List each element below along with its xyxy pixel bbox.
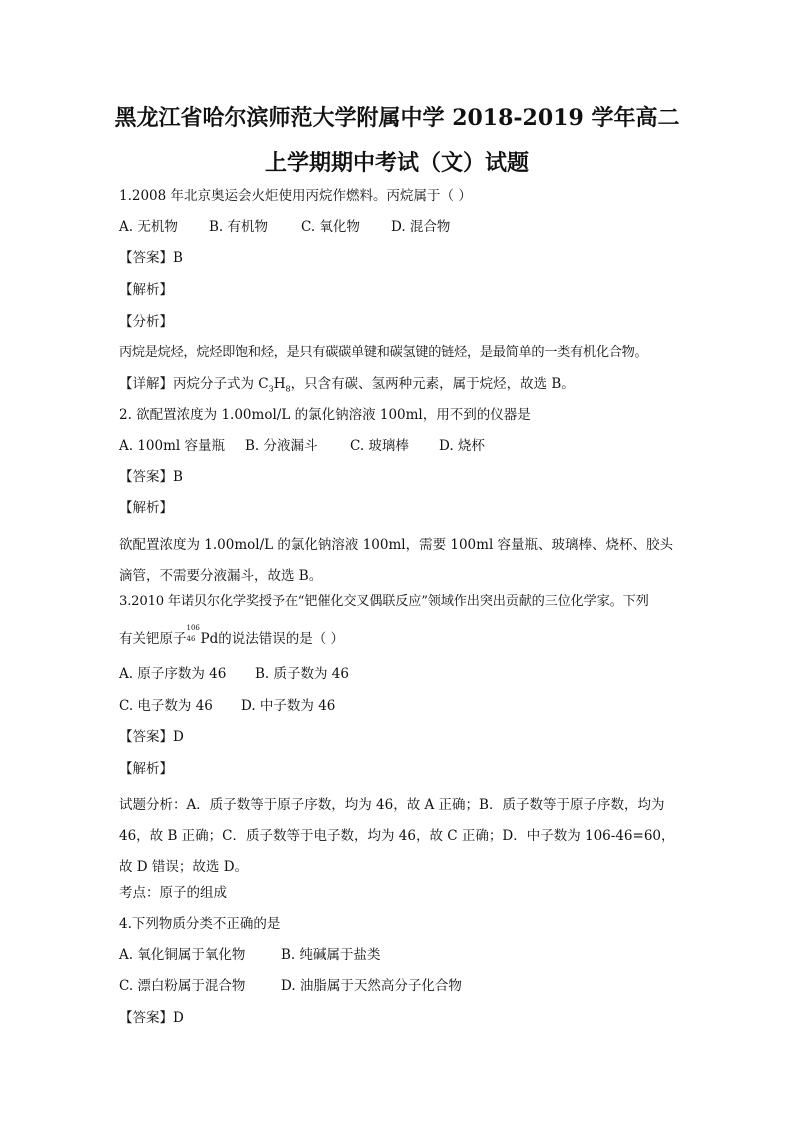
q1-option-a: A. 无机物: [119, 219, 178, 235]
q2-analysis-heading: 【解析】: [119, 500, 173, 516]
q1-detail-heading: 【详解】: [119, 376, 173, 392]
q1-detail-sub-8: 8: [285, 384, 291, 394]
q4-option-a: A. 氧化铜属于氧化物: [119, 947, 246, 963]
nuclide-symbol: Pd: [200, 631, 219, 647]
q1-detail-mid: H: [273, 376, 286, 392]
q3-stem-line-2: [119, 624, 679, 648]
q2-analysis-text: 欲配置浓度为 1.00mol/L 的氯化钠溶液 100ml，需要 100ml 容量瓶、玻璃棒、烧杯、胶头滴管，不需要分液漏斗，故选 B。: [119, 537, 674, 584]
q3-stem-line-1: 3.2010 年诺贝尔化学奖授予在“钯催化交叉偶联反应”领域作出突出贡献的三位化学家。下列: [119, 594, 649, 609]
q1-detail-sub-3: 3: [268, 384, 274, 394]
q4-answer: 【答案】D: [119, 1010, 184, 1026]
q1-detail-pre: 丙烷分子式为 C: [173, 376, 269, 392]
q1-analysis-heading: 【解析】: [119, 282, 173, 298]
q3-option-d: D. 中子数为 46: [241, 698, 336, 714]
q2-option-c: C. 玻璃棒: [350, 438, 409, 454]
q3-options-row-1: [119, 665, 679, 683]
q3-analysis-heading: 【解析】: [119, 761, 173, 777]
q2-option-b: B. 分液漏斗: [245, 438, 318, 454]
q3-analysis-text: 试题分析：A．质子数等于原子序数，均为 46，故 A 正确；B．质子数等于原子序数，均为 46，故 B 正确；C．质子数等于电子数，均为 46，故 C 正确；D．中子数为 106-46=60，故 D 错误；故选 D。: [119, 797, 675, 875]
nuclide-atomic-number: 46: [186, 635, 196, 643]
q4-stem: 4.下列物质分类不正确的是: [119, 916, 281, 932]
nuclide-mass-number: 106: [186, 624, 200, 632]
q1-fenxi-heading: 【分析】: [119, 314, 173, 330]
q4-option-b: B. 纯碱属于盐类: [281, 947, 381, 963]
q1-answer: 【答案】B: [119, 250, 183, 266]
q3-options-row-2: [119, 697, 679, 715]
q1-stem: 1.2008 年北京奥运会火炬使用丙烷作燃料。丙烷属于（ ）: [119, 188, 472, 204]
q1-option-c: C. 氧化物: [301, 219, 360, 235]
nuclide-pd: [186, 624, 219, 648]
q1-detail: [119, 375, 679, 399]
q3-stem-pre: 有关钯原子: [119, 631, 187, 647]
q1-detail-post: ，只含有碳、氢两种元素，属于烷烃，故选 B。: [290, 376, 575, 392]
q3-option-c: C. 电子数为 46: [119, 698, 213, 714]
q2-option-a: A. 100ml 容量瓶: [119, 438, 226, 454]
q4-option-d: D. 油脂属于天然高分子化合物: [281, 978, 462, 994]
q3-stem-post: 的说法错误的是（ ）: [218, 631, 345, 647]
q1-option-b: B. 有机物: [209, 219, 269, 235]
q2-answer: 【答案】B: [119, 469, 183, 485]
q3-option-b: B. 质子数为 46: [255, 666, 349, 682]
title-line-2: 上学期期中考试（文）试题: [264, 150, 529, 176]
q3-option-a: A. 原子序数为 46: [119, 666, 227, 682]
q3-answer: 【答案】D: [119, 729, 184, 745]
q2-option-d: D. 烧杯: [439, 438, 485, 454]
q1-options: [119, 218, 679, 236]
q4-options-row-2: [119, 977, 679, 995]
q4-option-c: C. 漂白粉属于混合物: [119, 978, 246, 994]
q1-fenxi-text: 丙烷是烷烃，烷烃即饱和烃，是只有碳碳单键和碳氢键的链烃，是最简单的一类有机化合物。: [119, 345, 648, 360]
q2-stem: 2. 欲配置浓度为 1.00mol/L 的氯化钠溶液 100ml，用不到的仪器是: [119, 407, 531, 423]
q2-options: [119, 437, 679, 455]
title-line-1: 黑龙江省哈尔滨师范大学附属中学 2018-2019 学年高二: [114, 105, 680, 131]
q3-kaodian: 考点：原子的组成: [119, 885, 227, 901]
q4-options-row-1: [119, 946, 679, 964]
q1-option-d: D. 混合物: [391, 219, 451, 235]
